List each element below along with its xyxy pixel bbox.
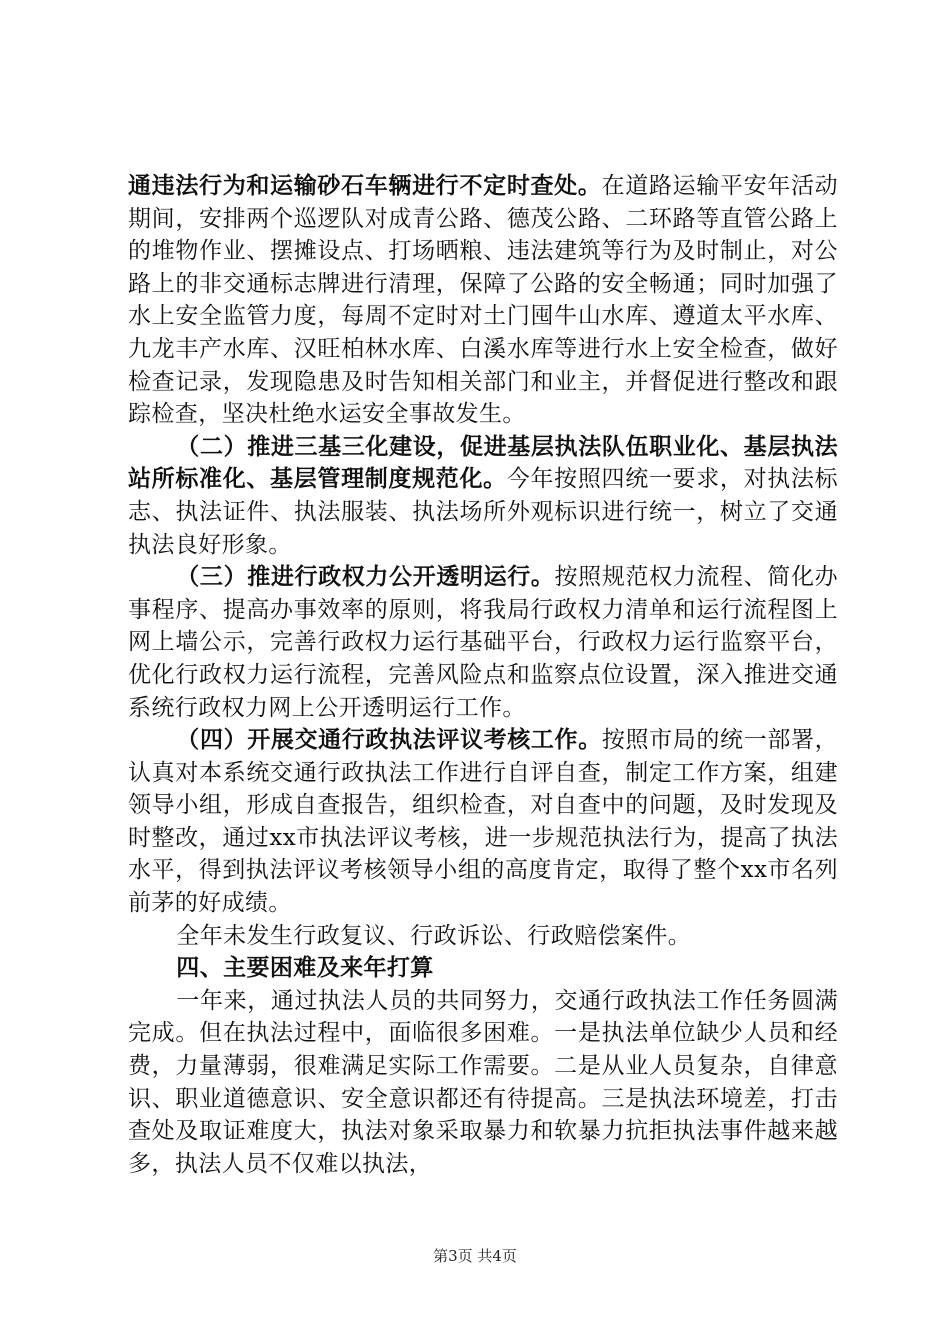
document-body xyxy=(128,170,838,1180)
section-heading: 四、主要困难及来年打算 xyxy=(176,954,434,982)
paragraph-continuation xyxy=(128,170,838,431)
paragraph-lead: （二）推进三基三化建设，促进基层执法队伍职业化、基层执法站所标准化、基层管理制度规范化。 xyxy=(128,432,838,493)
page-number-footer: 第3页 共4页 xyxy=(433,1247,517,1265)
paragraph-text: 在道路运输平安年活动期间，安排两个巡逻队对成青公路、德茂公路、二环路等直管公路上的堆物作业、摆摊设点、打场晒粮、违法建筑等行为及时制止，对公路上的非交通标志牌进行清理，保障了公路的安全畅通；同时加强了水上安全监管力度，每周不定时对土门囤牛山水库、遵道太平水库、九龙丰产水库、汉旺柏林水库、白溪水库等进行水上安全检查，做好检查记录，发现隐患及时告知相关部门和业主，并督促进行整改和跟踪检查，坚决杜绝水运安全事故发生。 xyxy=(128,173,839,428)
paragraph-lead: （三）推进行政权力公开透明运行。 xyxy=(176,563,555,591)
paragraph-text: 按照规范权力流程、简化办事程序、提高办事效率的原则，将我局行政权力清单和运行流程图上网上墙公示，完善行政权力运行基础平台，行政权力运行监察平台，优化行政权力运行流程，完善风险点和监察点位设置，深入推进交通系统行政权力网上公开透明运行工作。 xyxy=(128,564,838,721)
paragraph-lead: 通违法行为和运输砂石车辆进行不定时查处。 xyxy=(128,172,602,199)
paragraph-text: 今年按照四统一要求，对执法标志、执法证件、执法服装、执法场所外观标识进行统一，树立了交通执法良好形象。 xyxy=(128,466,838,558)
paragraph-difficulties: 一年来，通过执法人员的共同努力，交通行政执法工作任务圆满完成。但在执法过程中，面临很多困难。一是执法单位缺少人员和经费，力量薄弱，很难满足实际工作需要。二是从业人员复杂，自律意识、职业道德意识、安全意识都还有待提高。三是执法环境差，打击查处及取证难度大，执法对象采取暴力和软暴力抗拒执法事件越来越多，执法人员不仅难以执法， xyxy=(128,987,838,1177)
paragraph-lead: （四）开展交通行政执法评议考核工作。 xyxy=(176,726,602,754)
paragraph-section-2 xyxy=(128,431,838,561)
paragraph-section-4 xyxy=(128,724,838,920)
paragraph-section-3 xyxy=(128,561,838,724)
paragraph-summary xyxy=(128,920,838,953)
paragraph-text: 全年未发生行政复议、行政诉讼、行政赔偿案件。 xyxy=(176,922,692,949)
paragraph-text: 按照市局的统一部署，认真对本系统交通行政执法工作进行自评自查，制定工作方案，组建领导小组，形成自查报告，组织检查，对自查中的问题，及时发现及时整改，通过xx市执法评议考核，进一步规范执法行为，提高了执法水平，得到执法评议考核领导小组的高度肯定，取得了整个xx市名列前茅的好成绩。 xyxy=(128,727,839,917)
